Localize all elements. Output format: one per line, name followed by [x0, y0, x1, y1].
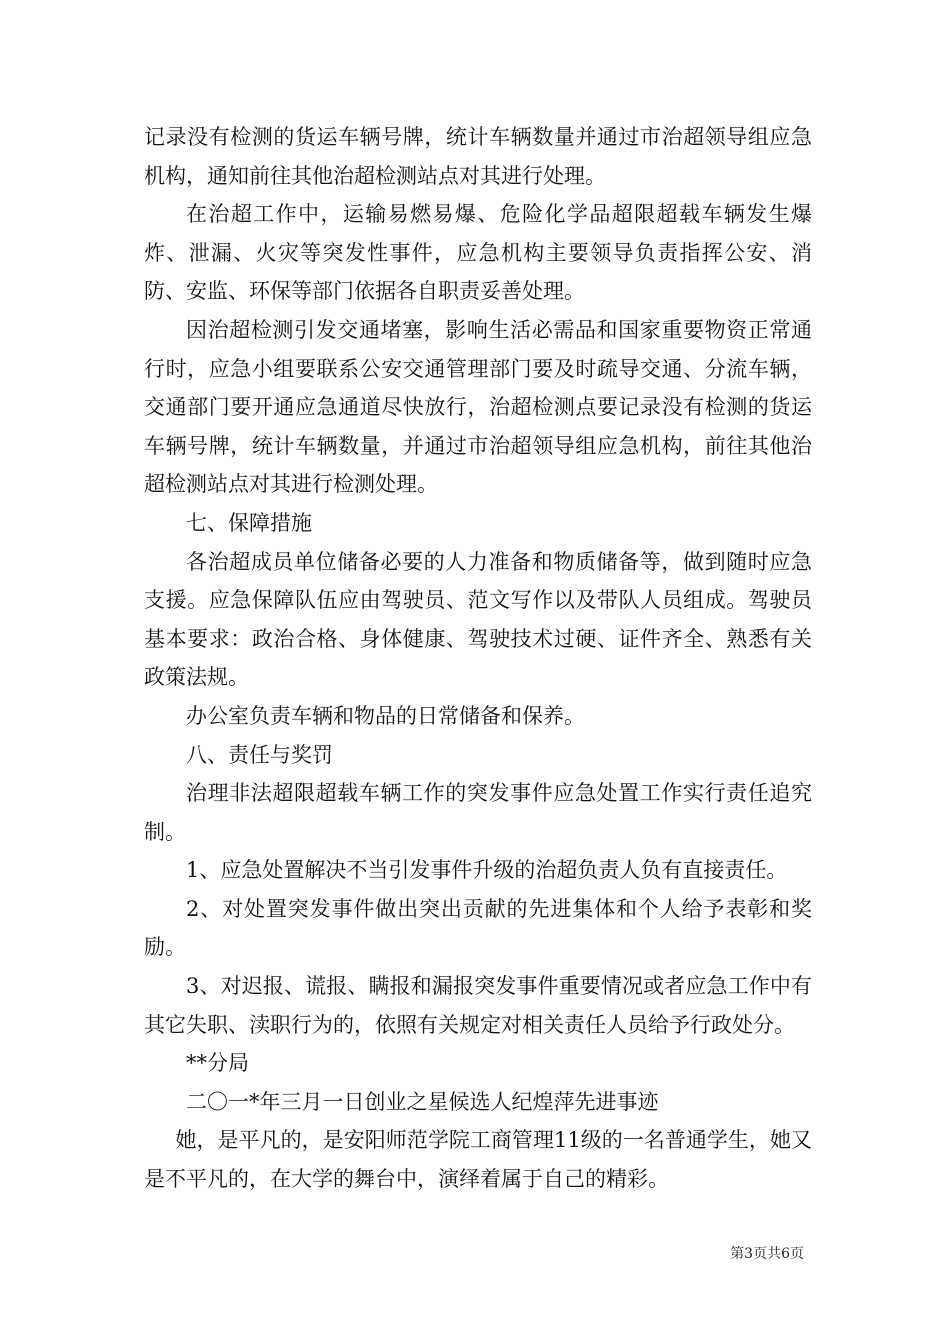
list-item: 1、应急处置解决不当引发事件升级的治超负责人负有直接责任。 — [186, 858, 788, 883]
paragraph: 记录没有检测的货运车辆号牌，统计车辆数量并通过市治超领导组应急机构，通知前往其他治超检测站点对其进行处理。 — [144, 125, 812, 188]
paragraph: 各治超成员单位储备必要的人力准备和物质储备等，做到随时应急支援。应急保障队伍应由驾驶员、范文写作以及带队人员组成。驾驶员基本要求：政治合格、身体健康、驾驶技术过硬、证件齐全、熟悉有关政策法规。 — [144, 549, 812, 690]
paragraph: 办公室负责车辆和物品的日常储备和保养。 — [186, 703, 585, 728]
section-heading: 八、责任与奖罚 — [186, 742, 333, 767]
paragraph: 她，是平凡的，是安阳师范学院工商管理11级的一名普通学生，她又是不平凡的，在大学的舞台中，演绎着属于自己的精彩。 — [144, 1128, 812, 1192]
list-item: 3、对迟报、谎报、瞒报和漏报突发事件重要情况或者应急工作中有其它失职、渎职行为的，依照有关规定对相关责任人员给予行政处分。 — [144, 974, 812, 1037]
document-body — [144, 118, 812, 1199]
article-title: 二〇一*年三月一日创业之星候选人纪煌萍先进事迹 — [186, 1089, 659, 1114]
page-number: 第3页共6页 — [730, 1246, 804, 1262]
paragraph: 治理非法超限超载车辆工作的突发事件应急处置工作实行责任追究制。 — [144, 781, 812, 844]
list-item: 2、对处置突发事件做出突出贡献的先进集体和个人给予表彰和奖励。 — [144, 896, 812, 960]
paragraph: 因治超检测引发交通堵塞，影响生活必需品和国家重要物资正常通行时，应急小组要联系公安交通管理部门要及时疏导交通、分流车辆，交通部门要开通应急通道尽快放行，治超检测点要记录没有检测的货运车辆号牌，统计车辆数量，并通过市治超领导组应急机构，前往其他治超检测站点对其进行检测处理。 — [144, 317, 812, 497]
section-heading: 七、保障措施 — [186, 510, 312, 535]
signature-line: **分局 — [186, 1051, 249, 1076]
paragraph: 在治超工作中，运输易燃易爆、危险化学品超限超载车辆发生爆炸、泄漏、火灾等突发性事件，应急机构主要领导负责指挥公安、消防、安监、环保等部门依据各自职责妥善处理。 — [144, 202, 812, 304]
